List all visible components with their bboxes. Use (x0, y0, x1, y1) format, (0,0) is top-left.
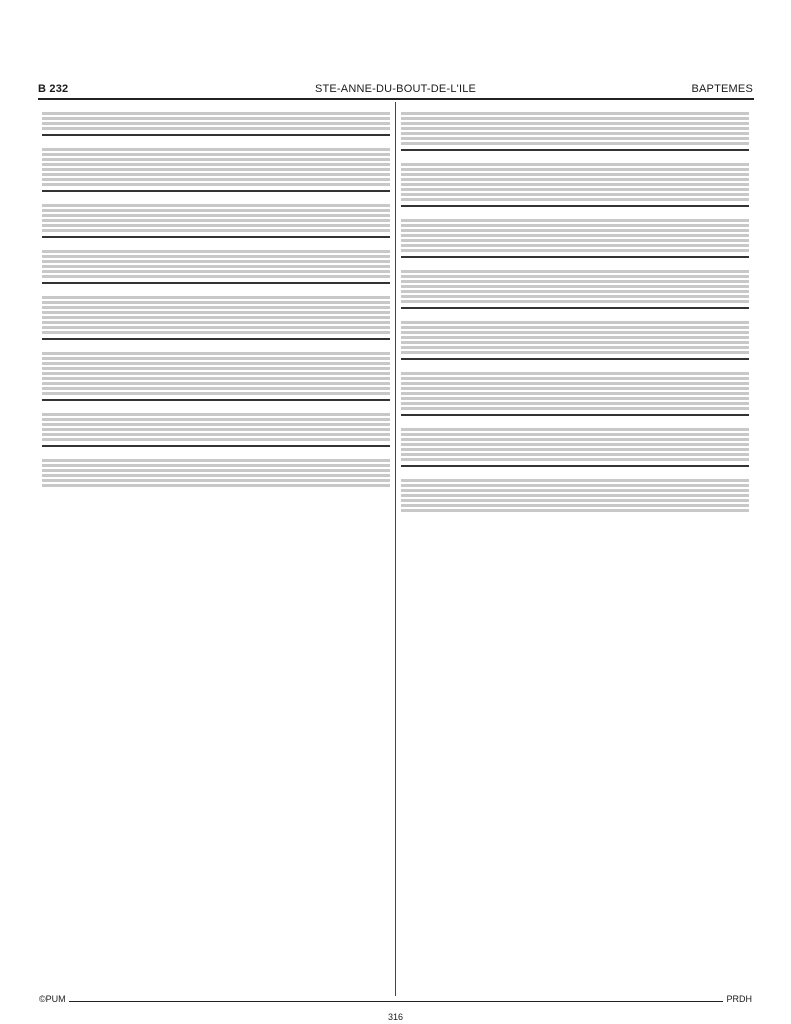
placeholder-line (401, 438, 749, 441)
entry-separator (401, 358, 749, 360)
right-column (401, 110, 749, 514)
placeholder-line (42, 214, 390, 217)
placeholder-line (42, 352, 390, 355)
placeholder-line (42, 479, 390, 482)
entry-gap (401, 418, 749, 426)
placeholder-line (42, 459, 390, 462)
placeholder-line (401, 326, 749, 329)
placeholder-line (42, 122, 390, 125)
placeholder-line (401, 168, 749, 171)
entry-separator (401, 205, 749, 207)
placeholder-line (42, 423, 390, 426)
placeholder-line (401, 341, 749, 344)
placeholder-line (401, 188, 749, 191)
placeholder-line (401, 244, 749, 247)
placeholder-line (401, 219, 749, 222)
placeholder-line (42, 418, 390, 421)
column-divider (395, 102, 396, 996)
placeholder-line (401, 448, 749, 451)
placeholder-line (401, 229, 749, 232)
placeholder-line (401, 377, 749, 380)
placeholder-line (401, 433, 749, 436)
left-column (42, 110, 390, 489)
placeholder-line (42, 229, 390, 232)
placeholder-line (42, 474, 390, 477)
placeholder-line (42, 433, 390, 436)
placeholder-line (42, 413, 390, 416)
entry-gap (42, 240, 390, 248)
placeholder-line (42, 372, 390, 375)
placeholder-line (401, 295, 749, 298)
placeholder-line (401, 509, 749, 512)
placeholder-line (401, 249, 749, 252)
placeholder-line (42, 301, 390, 304)
entry-separator (42, 236, 390, 238)
placeholder-line (42, 469, 390, 472)
entry-gap (42, 138, 390, 146)
placeholder-line (401, 137, 749, 140)
placeholder-line (401, 499, 749, 502)
placeholder-line (401, 407, 749, 410)
page-number: 316 (387, 1012, 404, 1022)
placeholder-line (42, 275, 390, 278)
placeholder-line (401, 392, 749, 395)
bottom-rule (38, 1001, 754, 1002)
entry-separator (42, 445, 390, 447)
placeholder-line (401, 489, 749, 492)
placeholder-line (401, 117, 749, 120)
placeholder-line (401, 280, 749, 283)
placeholder-line (42, 204, 390, 207)
placeholder-line (401, 224, 749, 227)
placeholder-line (42, 148, 390, 151)
entry-gap (42, 403, 390, 411)
placeholder-line (401, 163, 749, 166)
entry-gap (42, 342, 390, 350)
placeholder-line (401, 428, 749, 431)
placeholder-line (42, 387, 390, 390)
placeholder-line (401, 443, 749, 446)
placeholder-line (401, 132, 749, 135)
placeholder-line (401, 142, 749, 145)
entry-separator (401, 149, 749, 151)
placeholder-line (42, 163, 390, 166)
placeholder-line (401, 484, 749, 487)
placeholder-line (42, 183, 390, 186)
entry-separator (42, 134, 390, 136)
placeholder-line (42, 484, 390, 487)
entry-gap (401, 209, 749, 217)
entry-gap (401, 362, 749, 370)
placeholder-line (42, 311, 390, 314)
entry-separator (401, 414, 749, 416)
placeholder-line (401, 239, 749, 242)
entry-gap (401, 311, 749, 319)
placeholder-line (42, 316, 390, 319)
placeholder-line (42, 224, 390, 227)
placeholder-line (42, 357, 390, 360)
page-label: B 232 (38, 83, 69, 95)
placeholder-line (42, 367, 390, 370)
placeholder-line (401, 275, 749, 278)
entry-separator (42, 282, 390, 284)
placeholder-line (42, 464, 390, 467)
placeholder-line (42, 153, 390, 156)
placeholder-line (401, 346, 749, 349)
placeholder-line (401, 198, 749, 201)
placeholder-line (401, 372, 749, 375)
placeholder-line (42, 127, 390, 130)
placeholder-line (42, 392, 390, 395)
placeholder-line (401, 127, 749, 130)
placeholder-line (42, 438, 390, 441)
placeholder-line (401, 458, 749, 461)
placeholder-line (401, 321, 749, 324)
copyright-mark: ©PUM (36, 994, 69, 1004)
placeholder-line (401, 336, 749, 339)
placeholder-line (401, 300, 749, 303)
placeholder-line (42, 168, 390, 171)
entry-gap (42, 449, 390, 457)
placeholder-line (42, 362, 390, 365)
placeholder-line (42, 173, 390, 176)
placeholder-line (401, 285, 749, 288)
placeholder-line (42, 331, 390, 334)
top-rule (38, 98, 754, 100)
placeholder-line (42, 265, 390, 268)
footer-source: PRDH (723, 994, 755, 1004)
section-title: BAPTEMES (691, 83, 753, 95)
entry-gap (401, 260, 749, 268)
placeholder-line (401, 178, 749, 181)
placeholder-line (401, 122, 749, 125)
page-title: STE-ANNE-DU-BOUT-DE-L'ILE (314, 83, 477, 95)
entry-gap (42, 286, 390, 294)
placeholder-line (42, 250, 390, 253)
placeholder-line (42, 377, 390, 380)
entry-separator (401, 307, 749, 309)
placeholder-line (42, 296, 390, 299)
entry-separator (401, 256, 749, 258)
entry-gap (401, 153, 749, 161)
placeholder-line (401, 387, 749, 390)
entry-separator (42, 338, 390, 340)
entry-gap (401, 469, 749, 477)
placeholder-line (401, 112, 749, 115)
placeholder-line (42, 219, 390, 222)
placeholder-line (401, 453, 749, 456)
placeholder-line (401, 331, 749, 334)
placeholder-line (401, 504, 749, 507)
entry-separator (42, 190, 390, 192)
placeholder-line (401, 382, 749, 385)
placeholder-line (401, 270, 749, 273)
placeholder-line (42, 209, 390, 212)
placeholder-line (401, 173, 749, 176)
placeholder-line (401, 494, 749, 497)
placeholder-line (401, 234, 749, 237)
placeholder-line (42, 255, 390, 258)
placeholder-line (401, 193, 749, 196)
placeholder-line (42, 158, 390, 161)
placeholder-line (42, 382, 390, 385)
placeholder-line (401, 183, 749, 186)
placeholder-line (401, 402, 749, 405)
placeholder-line (42, 306, 390, 309)
placeholder-line (42, 321, 390, 324)
entry-separator (401, 465, 749, 467)
placeholder-line (42, 326, 390, 329)
entry-separator (42, 399, 390, 401)
placeholder-line (42, 117, 390, 120)
placeholder-line (401, 351, 749, 354)
placeholder-line (42, 428, 390, 431)
placeholder-line (42, 260, 390, 263)
placeholder-line (401, 397, 749, 400)
placeholder-line (42, 178, 390, 181)
placeholder-line (401, 479, 749, 482)
placeholder-line (42, 112, 390, 115)
placeholder-line (42, 270, 390, 273)
placeholder-line (401, 290, 749, 293)
entry-gap (42, 194, 390, 202)
